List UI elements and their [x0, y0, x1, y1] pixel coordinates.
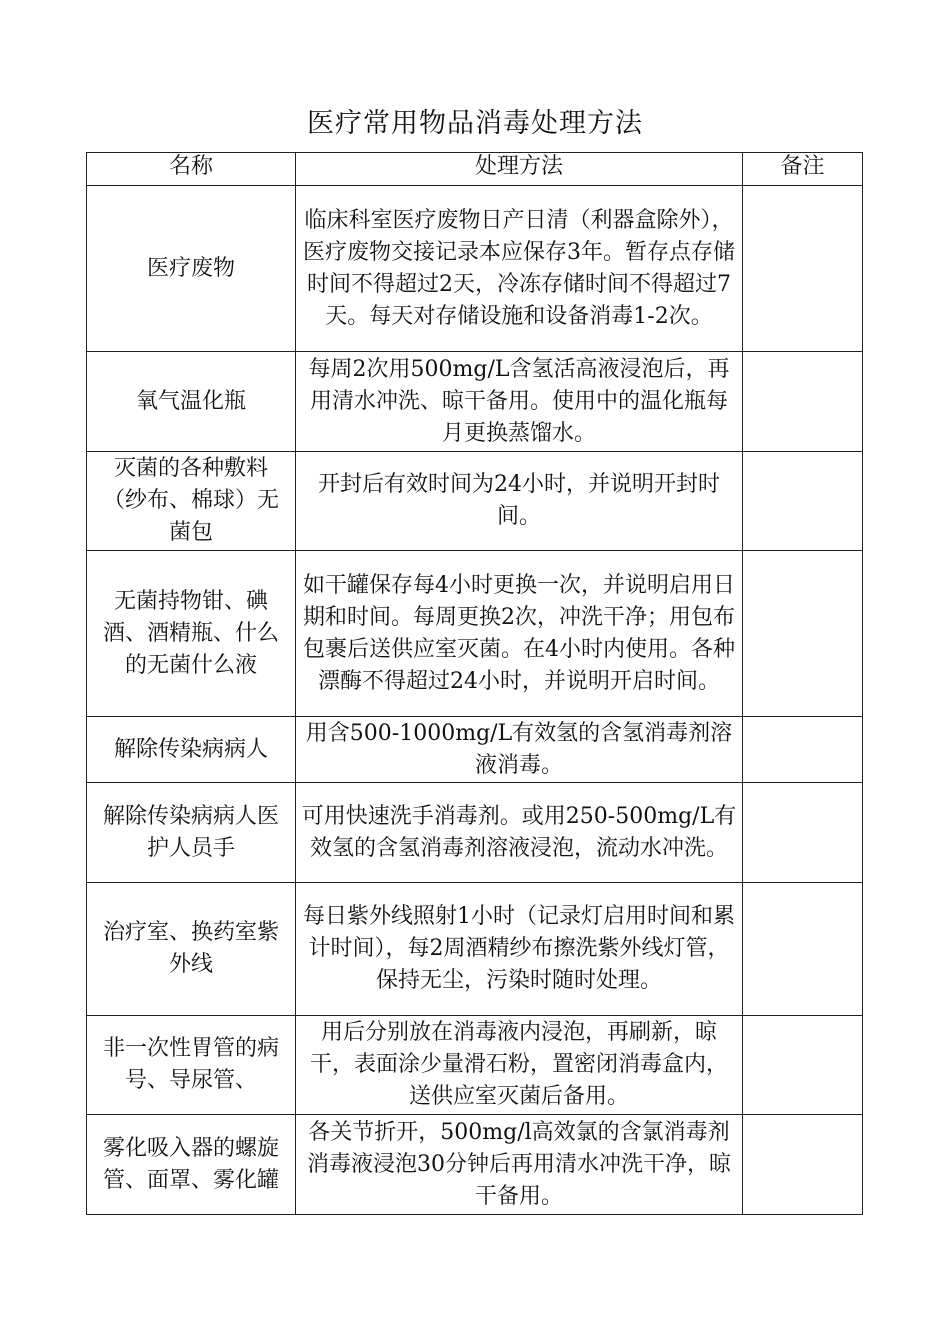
row-method: 如干罐保存每4小时更换一次，并说明启用日期和时间。每周更换2次，冲洗干净；用包布包裹后送供应室灭菌。在4小时内使用。各种漂酶不得超过24小时，并说明开启时间。: [296, 551, 743, 717]
table-row: [87, 1016, 863, 1115]
disinfection-table: [86, 152, 863, 1215]
header-note: 备注: [743, 153, 863, 186]
table-row: [87, 452, 863, 551]
table-row: [87, 352, 863, 452]
row-method: 临床科室医疗废物日产日清（利器盒除外），医疗废物交接记录本应保存3年。暂存点存储时间不得超过2天，冷冻存储时间不得超过7天。每天对存储设施和设备消毒1-2次。: [296, 186, 743, 352]
row-note: [743, 186, 863, 352]
header-name: 名称: [87, 153, 296, 186]
row-name: 无菌持物钳、碘酒、酒精瓶、什么的无菌什么液: [87, 551, 296, 717]
row-method: 每周2次用500mg/L含氢活高液浸泡后，再用清水冲洗、晾干备用。使用中的温化瓶每月更换蒸馏水。: [296, 352, 743, 452]
row-name: 雾化吸入器的螺旋管、面罩、雾化罐: [87, 1115, 296, 1215]
row-name: 灭菌的各种敷料（纱布、棉球）无菌包: [87, 452, 296, 551]
row-method: 可用快速洗手消毒剂。或用250-500mg/L有效氢的含氢消毒剂溶液浸泡，流动水冲洗。: [296, 783, 743, 883]
row-note: [743, 352, 863, 452]
table-row: [87, 1115, 863, 1215]
table-header-row: [87, 153, 863, 186]
table-row: [87, 717, 863, 783]
row-note: [743, 452, 863, 551]
row-name: 解除传染病病人: [87, 717, 296, 783]
row-method: 用含500-1000mg/L有效氢的含氢消毒剂溶液消毒。: [296, 717, 743, 783]
row-note: [743, 1016, 863, 1115]
table-row: [87, 186, 863, 352]
row-note: [743, 551, 863, 717]
row-method: 开封后有效时间为24小时，并说明开封时间。: [296, 452, 743, 551]
row-name: 氧气温化瓶: [87, 352, 296, 452]
row-note: [743, 883, 863, 1016]
row-note: [743, 783, 863, 883]
row-name: 解除传染病病人医护人员手: [87, 783, 296, 883]
table-row: [87, 783, 863, 883]
row-method: 各关节折开，500mg/l高效氯的含氯消毒剂消毒液浸泡30分钟后再用清水冲洗干净，晾干备用。: [296, 1115, 743, 1215]
page-title: 医疗常用物品消毒处理方法: [307, 108, 643, 139]
row-note: [743, 1115, 863, 1215]
table-row: [87, 551, 863, 717]
row-name: 医疗废物: [87, 186, 296, 352]
table-row: [87, 883, 863, 1016]
row-name: 治疗室、换药室紫外线: [87, 883, 296, 1016]
row-method: 用后分别放在消毒液内浸泡，再刷新，晾干，表面涂少量滑石粉，置密闭消毒盒内，送供应室灭菌后备用。: [296, 1016, 743, 1115]
row-note: [743, 717, 863, 783]
header-method: 处理方法: [296, 153, 743, 186]
row-method: 每日紫外线照射1小时（记录灯启用时间和累计时间），每2周酒精纱布擦洗紫外线灯管，保持无尘，污染时随时处理。: [296, 883, 743, 1016]
row-name: 非一次性胃管的病号、导尿管、: [87, 1016, 296, 1115]
